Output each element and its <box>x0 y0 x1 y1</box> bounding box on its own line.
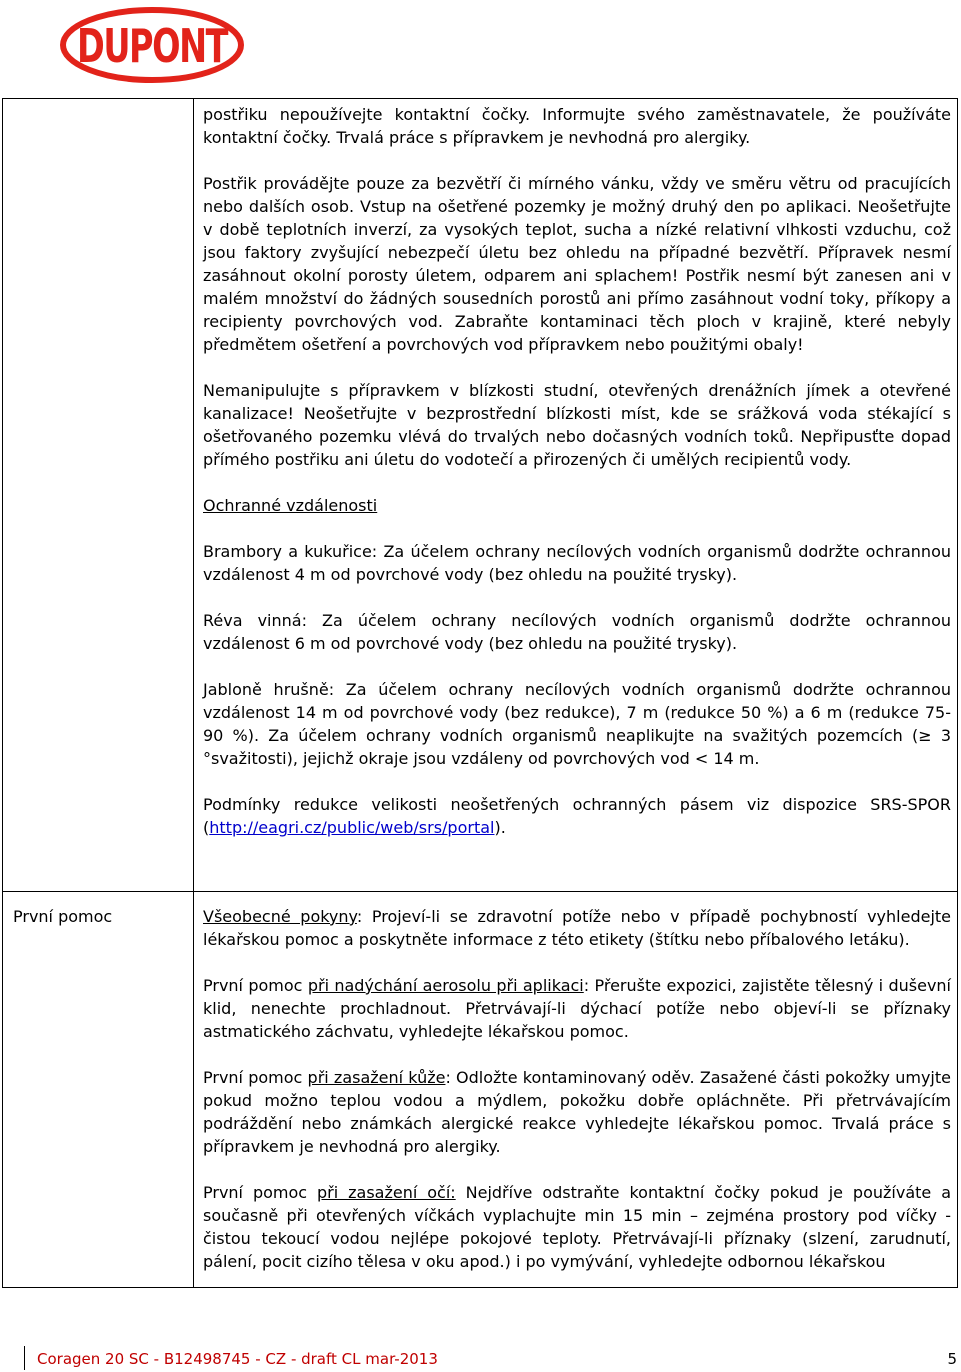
protective-distances-heading: Ochranné vzdálenosti <box>203 496 378 515</box>
paragraph-eye-contact: První pomoc při zasažení očí: Nejdříve odstraňte kontaktní čočky pokud je používáte a současně při otevřených víčkách vyplachujte min 15 min – zejména prostory pod víčky - čistou tekoucí vodou nejlépe pokojové teploty. Přetrvávají-li příznaky (slzení, zarudnutí, pálení, pocit cizího tělesa v oku apod.) i po vymývání, vyhledejte odbornou lékařskou <box>203 1183 951 1271</box>
first-aid-section <box>203 905 951 1273</box>
paragraph-inhalation: První pomoc při nadýchání aerosolu při aplikaci: Přerušte expozici, zajistěte tělesný i duševní klid, nenechte prochladnout. Přetrvávají-li dýchací potíže nebo objeví-li se příznaky astmatického záchvatu, vyhledejte lékařskou pomoc. <box>203 976 951 1041</box>
srs-portal-link[interactable]: http://eagri.cz/public/web/srs/portal <box>209 818 495 837</box>
label-table <box>2 98 958 1288</box>
paragraph-reduction-conditions: Podmínky redukce velikosti neošetřených ochranných pásem viz dispozice SRS-SPOR (http://eagri.cz/public/web/srs/portal). <box>203 795 951 837</box>
logo-text: DUPONT <box>77 19 229 73</box>
paragraph-skin-contact: První pomoc při zasažení kůže: Odložte kontaminovaný oděv. Zasažené části pokožky umyjte pokud možno teplou vodou a mýdlem, pokožku dobře opláchněte. Při přetrvávajícím podráždění nebo známkách alergické reakce vyhledejte lékařskou pomoc. Trvalá práce s přípravkem je nevhodná pro alergiky. <box>203 1068 951 1156</box>
paragraph-apple-pear: Jabloně hrušně: Za účelem ochrany necílových vodních organismů dodržte ochrannou vzdálenost 14 m od povrchové vody (bez redukce), 7 m (redukce 50 %) a 6 m (redukce 75-90 %). Za účelem ochrany vodních organismů neaplikujte na svažitých pozemcích (≥ 3 °svažitosti), jejichž okraje jsou vzdáleny od povrchových vod < 14 m. <box>203 680 951 768</box>
paragraph-contact-lenses: postřiku nepoužívejte kontaktní čočky. Informujte svého zaměstnavatele, že používáte kontaktní čočky. Trvalá práce s přípravkem je nevhodná pro alergiky. <box>203 105 951 147</box>
paragraph-water-protection: Nemanipulujte s přípravkem v blízkosti studní, otevřených drenážních jímek a otevřené kanalizace! Neošetřujte v bezprostřední blízkosti míst, kde se srážková voda stékající s ošetřovaného pozemku vlévá do trvalých nebo dočasných vodních toků. Nepřipusťte dopad přímého postřiku ani úletu do vodotečí a přirozených či umělých recipientů vody. <box>203 381 951 469</box>
column-divider <box>193 99 194 1287</box>
page-number: 5 <box>947 1350 957 1368</box>
paragraph-grapevine: Réva vinná: Za účelem ochrany necílových vodních organismů dodržte ochrannou vzdálenost 6 m od povrchové vody (bez ohledu na použité trysky). <box>203 611 951 653</box>
first-aid-label: První pomoc <box>13 907 113 926</box>
paragraph-spraying: Postřik provádějte pouze za bezvětří či mírného vánku, vždy ve směru větru od pracujících nebo dalších osob. Vstup na ošetřené pozemky je možný druhý den po aplikaci. Neošetřujte v době teplotních inverzí, za vysokých teplot, sucha a nízké relativní vlhkosti vzduchu, což jsou faktory zvyšující nebezpečí úletu bez ohledu na případné bezvětří. Přípravek nesmí zasáhnout okolní porosty úletem, odparem ani splachem! Postřik nesmí být zanesen ani v malém množství do žádných sousedních porostů ani přímo zasáhnout vodní toky, příkopy a recipienty povrchových vod. Zabraňte kontaminaci těch ploch v krajině, které nebyly předmětem ošetření a povrchových vod přípravkem nebo použitými obaly! <box>203 174 951 354</box>
page-footer <box>24 1346 961 1370</box>
row-divider <box>3 891 957 892</box>
document-id: Coragen 20 SC - B12498745 - CZ - draft CL mar-2013 <box>37 1350 438 1368</box>
safety-section <box>203 103 951 839</box>
dupont-logo <box>60 6 244 84</box>
paragraph-general-instructions: Všeobecné pokyny: Projeví-li se zdravotní potíže nebo v případě pochybností vyhledejte lékařskou pomoc a poskytněte informace z této etikety (štítku nebo příbalového letáku). <box>203 907 952 949</box>
paragraph-potato-corn: Brambory a kukuřice: Za účelem ochrany necílových vodních organismů dodržte ochrannou vzdálenost 4 m od povrchové vody (bez ohledu na použité trysky). <box>203 542 951 584</box>
